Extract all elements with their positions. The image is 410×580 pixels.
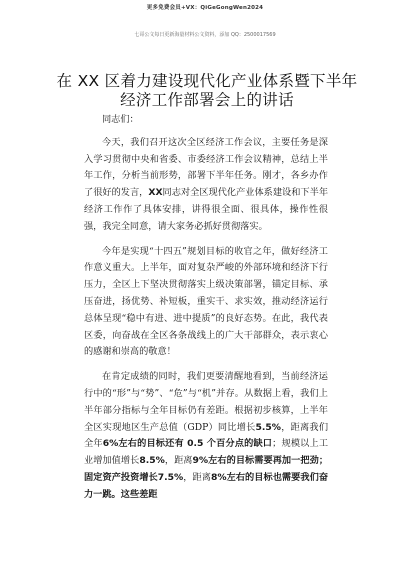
industry-gap-highlight: 9%左右的目标需要再加一把劲: [192, 455, 319, 467]
speech-body: [84, 112, 328, 504]
paragraph-2: 今年是实现“十四五”规划目标的收官之年，做好经济工作意义重大。上半年，面对复杂严峻的外部环境和经济下行压力，全区上下坚决贯彻落实上级决策部署，锚定目标、承压奋进，扬优势、补短板，重实干、求实效，推动经济运行总体呈现“稳中有进、进中提质”的良好态势。在此，我代表区委，向奋战在全区各条战线上的广大干部群众，表示衷心的感谢和崇高的敬意！: [84, 245, 328, 358]
speech-title: 在 XX 区着力建设现代化产业体系暨下半年经济工作部署会上的讲话: [56, 72, 358, 109]
source-note: 七哥公文每日更新海量材料公文资料，添加 QQ：2500017569: [134, 32, 276, 38]
paragraph-3-text-e: ；规模以上工业增加值增长: [84, 438, 329, 467]
paragraph-3-text-k: ，距离: [183, 471, 211, 483]
paragraph-3-text-c: ，距离我们全年: [84, 421, 329, 450]
paragraph-3-text-g: ，距离: [164, 455, 193, 467]
paragraph-3-text-a: 在肯定成绩的同时，我们更要清醒地看到，当前经济运行中的“形”与“势”、“危”与“机”并存。从数据上看，我们上半年部分指标与全年目标仍有差距。根据初步核算，上半年全区实现地区生产总值（GDP）同比增长: [84, 371, 328, 433]
investment-growth-value: 7.5%: [157, 471, 184, 483]
industry-growth-value: 8.5%: [139, 455, 165, 467]
promo-header: 更多免费会员+VX：QiGeGongWen2024: [146, 5, 264, 11]
gdp-growth-value: 5.5%: [255, 421, 281, 433]
paragraph-1-text-cont: 同志对全区现代化产业体系建设和下半年经济工作作了具体安排，讲得很全面、很具体，操作性很强，我完全同意，请大家务必抓好贯彻落实。: [84, 187, 329, 232]
paragraph-3-text-i: ；固定资产投资增长: [84, 455, 329, 483]
gdp-gap-highlight: 6%左右的目标还有 0.5 个百分点的缺口: [102, 438, 273, 450]
paragraph-1-text: 今天，我们召开这次全区经济工作会议，主要任务是深入学习贯彻中央和省委、市委经济工作会议精神，总结上半年工作，分析当前形势，部署下半年任务。刚才，各乡办作了很好的发言，: [84, 136, 328, 199]
paragraph-3: [84, 369, 328, 503]
investment-gap-highlight: 8%左右的目标也需要我们奋力一跳。这些差距: [84, 471, 329, 500]
paragraph-1-bold-name: XX: [148, 187, 163, 199]
paragraph-1: [84, 135, 328, 236]
salutation: 同志们：: [102, 114, 139, 125]
